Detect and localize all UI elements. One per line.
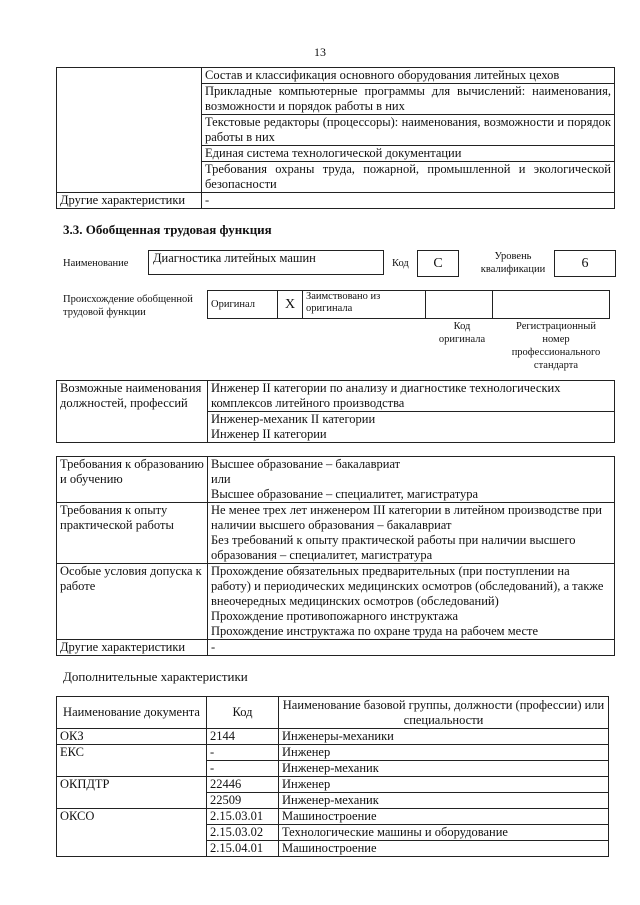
education-line: Высшее образование – бакалавриат	[208, 457, 615, 473]
special-condition-line: Прохождение инструктажа по охране труда на рабочем месте	[208, 624, 615, 640]
other-characteristics-label: Другие характеристики	[57, 640, 208, 656]
header-code: Код	[207, 697, 279, 729]
special-conditions-label: Особые условия допуска к работе	[57, 564, 208, 640]
additional-title: Дополнительные характеристики	[63, 669, 248, 684]
header-name: Наименование базовой группы, должности (профессии) или специальности	[279, 697, 609, 729]
position-line: Инженер II категории по анализу и диагностике технологических комплексов литейного производства	[208, 381, 615, 412]
code-cell: -	[207, 745, 279, 761]
doc-cell: ОКЗ	[57, 729, 207, 745]
code-cell: 2.15.03.02	[207, 825, 279, 841]
name-cell: Инженер	[279, 745, 609, 761]
knowledge-row: Текстовые редакторы (процессоры): наименования, возможности и порядок работы в них	[202, 115, 615, 146]
code-cell: 2.15.03.01	[207, 809, 279, 825]
code-cell: 2144	[207, 729, 279, 745]
other-characteristics-value: -	[208, 640, 615, 656]
name-cell: Инженер-механик	[279, 793, 609, 809]
education-label: Требования к образованию и обучению	[57, 457, 208, 503]
other-characteristics-label: Другие характеристики	[57, 193, 202, 209]
knowledge-table	[56, 67, 615, 209]
doc-cell: ОКСО	[57, 809, 207, 857]
experience-label: Требования к опыту практической работы	[57, 503, 208, 564]
name-cell: Инженер-механик	[279, 761, 609, 777]
position-line: Инженер II категории	[208, 427, 615, 443]
naming-value: Диагностика литейных машин	[148, 250, 384, 275]
code-cell: 22509	[207, 793, 279, 809]
other-characteristics-value: -	[202, 193, 615, 209]
doc-cell: ОКПДТР	[57, 777, 207, 809]
experience-line: Без требований к опыту практической работы при наличии высшего образования – специалитет, магистратура	[208, 533, 615, 564]
original-mark: X	[278, 291, 303, 319]
reg-number-box	[493, 291, 610, 319]
name-cell: Инженеры-механики	[279, 729, 609, 745]
code-caption: Код оригинала	[438, 321, 486, 345]
original-code-box	[426, 291, 493, 319]
name-cell: Инженер	[279, 777, 609, 793]
positions-table	[56, 380, 615, 443]
origin-label: Происхождение обобщенной трудовой функции	[63, 294, 193, 318]
origin-table	[207, 290, 610, 319]
empty-label-cell	[57, 68, 202, 193]
level-label: Уровень квалификации	[480, 251, 546, 275]
knowledge-row: Единая система технологической документации	[202, 146, 615, 162]
name-cell: Машиностроение	[279, 841, 609, 857]
header-document: Наименование документа	[57, 697, 207, 729]
special-condition-line: Прохождение обязательных предварительных (при поступлении на работу) и периодических медицинских осмотров (обследований), а также внеочередных медицинских осмотров (обследований)	[208, 564, 615, 610]
knowledge-row: Требования охраны труда, пожарной, промышленной и экологической безопасности	[202, 162, 615, 193]
name-cell: Технологические машины и оборудование	[279, 825, 609, 841]
original-label: Оригинал	[208, 291, 278, 319]
code-label: Код	[392, 258, 409, 269]
education-line: или	[208, 472, 615, 487]
borrowed-label: Заимствовано из оригинала	[303, 291, 426, 319]
special-condition-line: Прохождение противопожарного инструктажа	[208, 609, 615, 624]
naming-label: Наименование	[63, 258, 129, 269]
code-cell: 22446	[207, 777, 279, 793]
code-cell: -	[207, 761, 279, 777]
level-value: 6	[554, 250, 616, 277]
positions-label: Возможные наименования должностей, профессий	[57, 381, 208, 443]
position-line: Инженер-механик II категории	[208, 412, 615, 428]
education-line: Высшее образование – специалитет, магистратура	[208, 487, 615, 503]
requirements-table	[56, 456, 615, 656]
doc-cell: ЕКС	[57, 745, 207, 777]
knowledge-row: Прикладные компьютерные программы для вычислений: наименования, возможности и порядок работы в них	[202, 84, 615, 115]
additional-table	[56, 696, 609, 857]
name-cell: Машиностроение	[279, 809, 609, 825]
code-value: C	[417, 250, 459, 277]
page-number: 13	[314, 45, 326, 59]
code-cell: 2.15.04.01	[207, 841, 279, 857]
experience-line: Не менее трех лет инженером III категории в литейном производстве при наличии высшего образования – бакалавриат	[208, 503, 615, 534]
reg-caption: Регистрационный номер профессионального стандарта	[511, 321, 601, 371]
knowledge-row: Состав и классификация основного оборудования литейных цехов	[202, 68, 615, 84]
section-title: 3.3. Обобщенная трудовая функция	[63, 222, 272, 237]
